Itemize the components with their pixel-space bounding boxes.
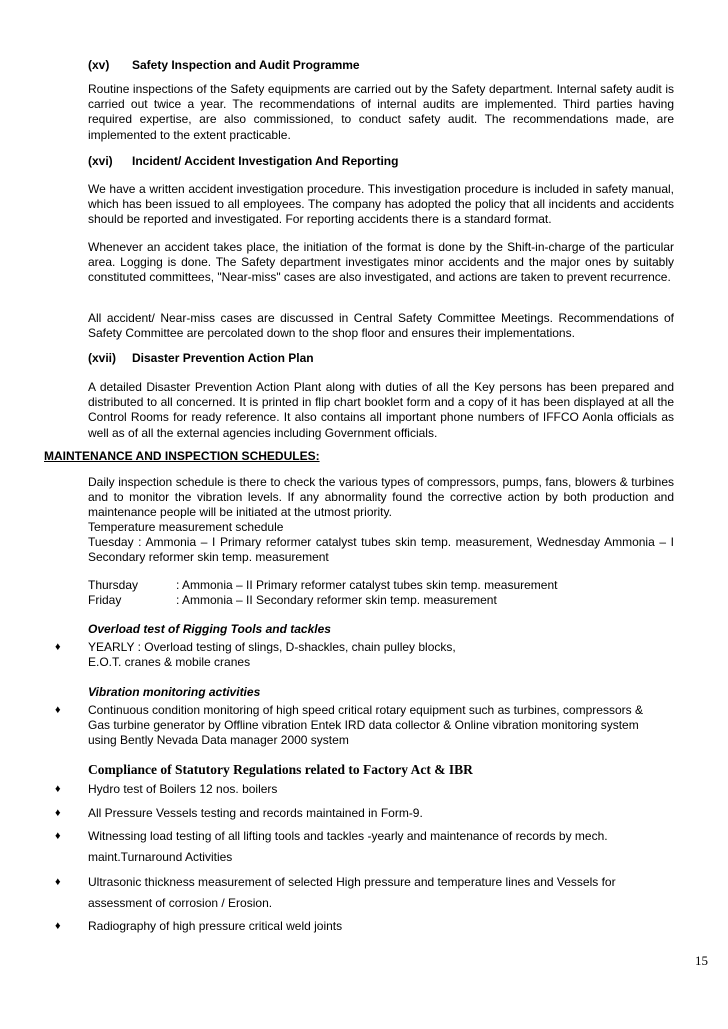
- section-title: Disaster Prevention Action Plan: [132, 351, 314, 365]
- compliance-item-2: All Pressure Vessels testing and records maintained in Form-9.: [88, 806, 423, 820]
- section-xvi-paragraph-3: All accident/ Near-miss cases are discussed in Central Safety Committee Meetings. Recommendations of Safety Committee are percolated down to the shop floor and ensures their implementations.: [88, 311, 674, 341]
- compliance-item-3-continuation: maint.Turnaround Activities: [88, 850, 233, 864]
- section-xvii-heading: [88, 351, 314, 366]
- section-title: Safety Inspection and Audit Programme: [132, 58, 360, 72]
- diamond-bullet-icon: ♦: [55, 704, 61, 716]
- friday-schedule: [88, 593, 497, 608]
- section-xvi-paragraph-2: Whenever an accident takes place, the initiation of the format is done by the Shift-in-charge of the particular area. Logging is done. The Safety department investigates minor accidents and the major ones by suitably constituted committees, "Near-miss" cases are also investigated, and actions are taken to prevent recurrence.: [88, 240, 674, 285]
- compliance-heading: Compliance of Statutory Regulations related to Factory Act & IBR: [88, 762, 473, 777]
- compliance-item-4: Ultrasonic thickness measurement of selected High pressure and temperature lines and Vessels for: [88, 875, 616, 889]
- section-number: (xv): [88, 58, 110, 72]
- overload-heading: Overload test of Rigging Tools and tackles: [88, 622, 331, 636]
- thursday-schedule: [88, 578, 557, 593]
- maintenance-paragraph: Daily inspection schedule is there to check the various types of compressors, pumps, fans, blowers & turbines and to monitor the vibration levels. If any abnormality found the corrective action by both production and maintenance people will be initiated at the utmost priority.: [88, 475, 674, 520]
- section-xvii-paragraph: A detailed Disaster Prevention Action Plant along with duties of all the Key persons has been prepared and distributed to all concerned. It is printed in flip chart booklet form and a copy of it has been displayed at all the Control Rooms for ready reference. It also contains all important phone numbers of IFFCO Aonla officials as well as of all the external agencies including Government officials.: [88, 380, 674, 440]
- compliance-item-5: Radiography of high pressure critical weld joints: [88, 919, 343, 933]
- diamond-bullet-icon: ♦: [55, 920, 61, 932]
- section-number: (xvi): [88, 154, 113, 168]
- compliance-item-3: Witnessing load testing of all lifting tools and tackles -yearly and maintenance of records by mech.: [88, 829, 608, 843]
- section-xvi-paragraph-1: We have a written accident investigation procedure. This investigation procedure is included in safety manual, which has been issued to all employees. The company has adopted the policy that all incidents and accidents should be reported and investigated. For reporting accidents there is a standard format.: [88, 182, 674, 227]
- maintenance-heading: MAINTENANCE AND INSPECTION SCHEDULES:: [44, 449, 320, 463]
- schedule-text: : Ammonia – II Secondary reformer skin temp. measurement: [176, 593, 497, 607]
- vibration-item: Continuous condition monitoring of high speed critical rotary equipment such as turbines, compressors & Gas turbine generator by Offline vibration Entek IRD data collector & Online vibration monitoring system using Bently Nevada Data manager 2000 system: [88, 703, 643, 748]
- section-xv-heading: [88, 58, 360, 73]
- section-xv-paragraph: Routine inspections of the Safety equipments are carried out by the Safety department. Internal safety audit is carried out twice a year. The recommendations of internal audits are implemented. Third parties having required expertise, are also commissioned, to conduct safety audit. The recommendations made, are implemented to the extent practicable.: [88, 82, 674, 142]
- schedule-text: : Ammonia – II Primary reformer catalyst tubes skin temp. measurement: [176, 578, 558, 592]
- page-number: 15: [695, 953, 708, 968]
- diamond-bullet-icon: ♦: [55, 641, 61, 653]
- diamond-bullet-icon: ♦: [55, 876, 61, 888]
- overload-item: YEARLY : Overload testing of slings, D-shackles, chain pulley blocks, E.O.T. cranes & mobile cranes: [88, 640, 456, 670]
- section-title: Incident/ Accident Investigation And Reporting: [132, 154, 399, 168]
- diamond-bullet-icon: ♦: [55, 807, 61, 819]
- compliance-item-1: Hydro test of Boilers 12 nos. boilers: [88, 782, 278, 796]
- temperature-schedule-label: Temperature measurement schedule: [88, 520, 284, 534]
- schedule-day: Thursday: [88, 578, 139, 592]
- section-xvi-heading: [88, 154, 398, 169]
- compliance-item-4-continuation: assessment of corrosion / Erosion.: [88, 896, 273, 910]
- tuesday-schedule: Tuesday : Ammonia – I Primary reformer catalyst tubes skin temp. measurement, Wednesday Ammonia – I Secondary reformer skin temp. measurement: [88, 535, 674, 565]
- section-number: (xvii): [88, 351, 117, 365]
- schedule-day: Friday: [88, 593, 122, 607]
- diamond-bullet-icon: ♦: [55, 783, 61, 795]
- vibration-heading: Vibration monitoring activities: [88, 685, 261, 699]
- diamond-bullet-icon: ♦: [55, 830, 61, 842]
